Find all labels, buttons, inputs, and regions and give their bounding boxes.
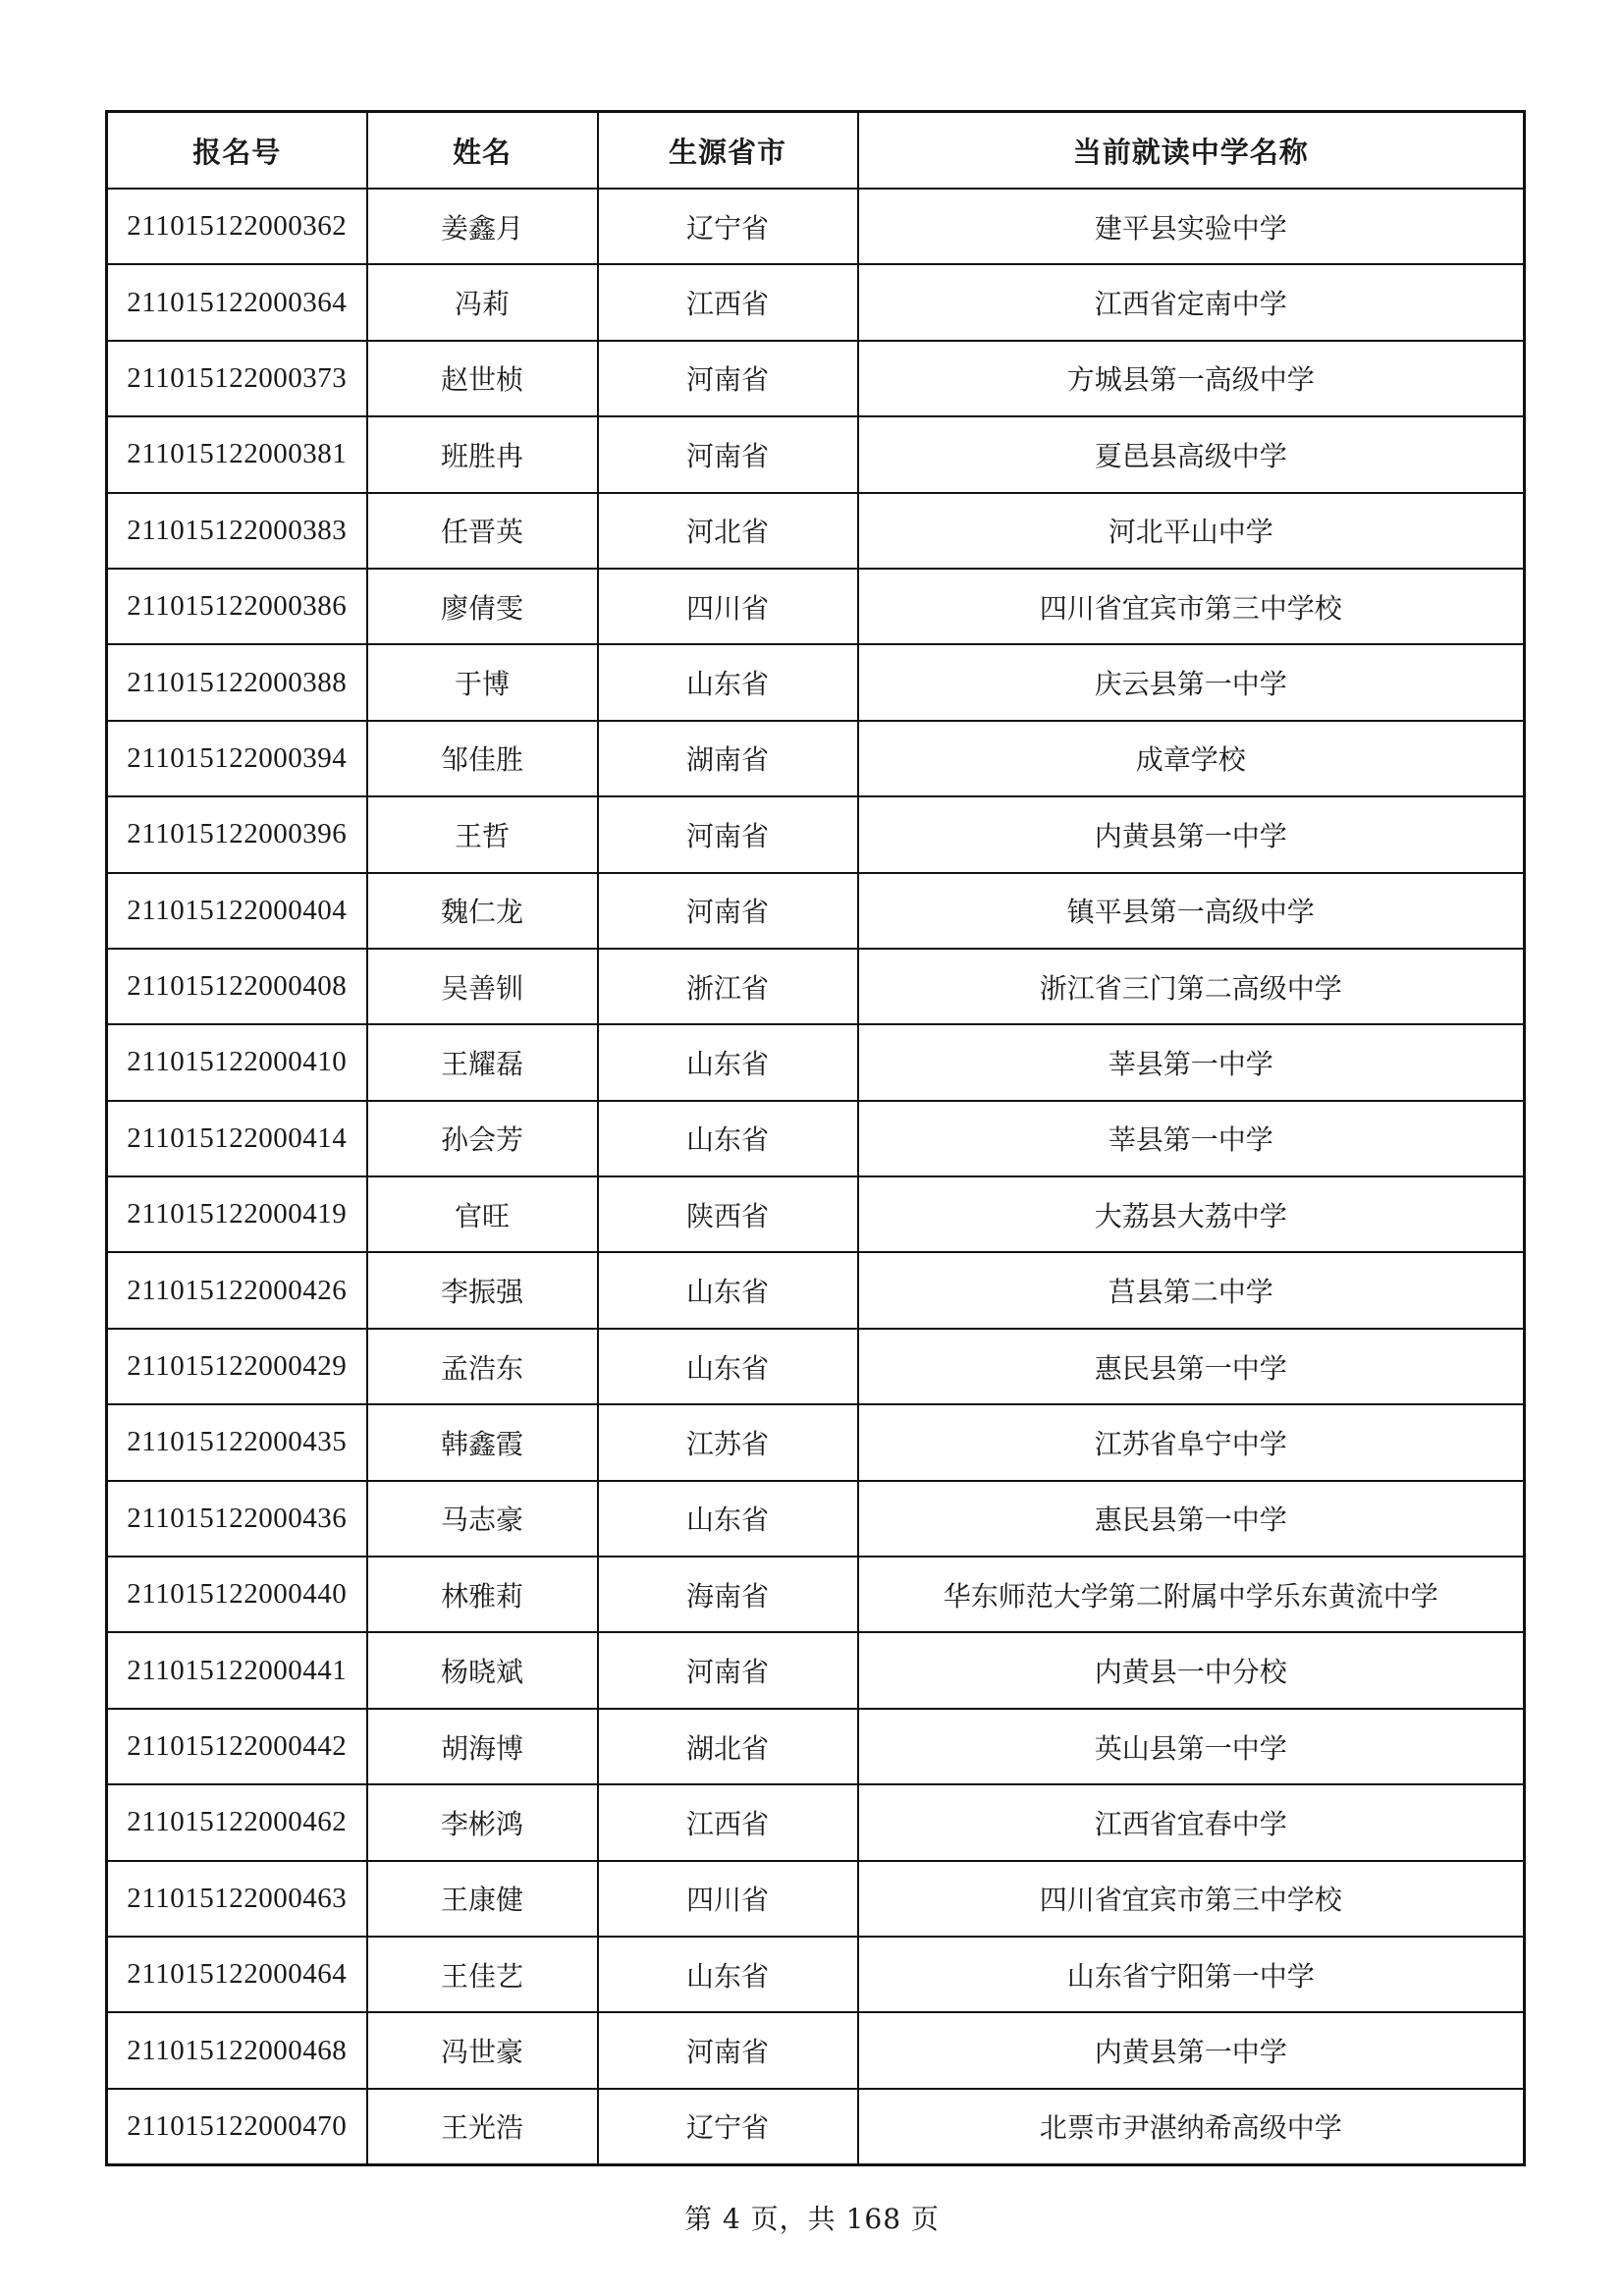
- table-row: [107, 1252, 1525, 1328]
- province-cell: 四川省: [598, 1861, 858, 1937]
- table-row: [107, 341, 1525, 416]
- province-cell: 江西省: [598, 1784, 858, 1860]
- header-name: 姓名: [367, 112, 598, 190]
- province-cell: 河南省: [598, 341, 858, 416]
- province-cell: 湖北省: [598, 1709, 858, 1784]
- province-cell: 辽宁省: [598, 189, 858, 264]
- province-cell: 辽宁省: [598, 2089, 858, 2165]
- student-name-cell: 王哲: [367, 796, 598, 872]
- school-name-cell: 内黄县一中分校: [858, 1632, 1525, 1708]
- table-row: [107, 873, 1525, 949]
- province-cell: 湖南省: [598, 721, 858, 796]
- student-name-cell: 林雅莉: [367, 1557, 598, 1632]
- province-cell: 山东省: [598, 1937, 858, 2012]
- registration-number-cell: 211015122000468: [107, 2012, 367, 2088]
- registration-number-cell: 211015122000470: [107, 2089, 367, 2165]
- school-name-cell: 成章学校: [858, 721, 1525, 796]
- registration-number-cell: 211015122000404: [107, 873, 367, 949]
- registration-number-cell: 211015122000381: [107, 416, 367, 492]
- student-name-cell: 马志豪: [367, 1481, 598, 1557]
- header-school: 当前就读中学名称: [858, 112, 1525, 190]
- student-name-cell: 任晋英: [367, 493, 598, 569]
- registration-number-cell: 211015122000436: [107, 1481, 367, 1557]
- school-name-cell: 方城县第一高级中学: [858, 341, 1525, 416]
- student-name-cell: 王耀磊: [367, 1024, 598, 1100]
- table-row: [107, 1784, 1525, 1860]
- registration-number-cell: 211015122000410: [107, 1024, 367, 1100]
- student-name-cell: 李彬鸿: [367, 1784, 598, 1860]
- table-row: [107, 796, 1525, 872]
- registration-number-cell: 211015122000362: [107, 189, 367, 264]
- registration-number-cell: 211015122000373: [107, 341, 367, 416]
- roster-sheet: [105, 110, 1523, 2166]
- province-cell: 浙江省: [598, 949, 858, 1024]
- province-cell: 山东省: [598, 1101, 858, 1176]
- page-footer: 第 4 页，共 168 页: [684, 2203, 940, 2235]
- table-row: [107, 644, 1525, 720]
- registration-number-cell: 211015122000394: [107, 721, 367, 796]
- school-name-cell: 惠民县第一中学: [858, 1329, 1525, 1404]
- table-header-row: [107, 112, 1525, 190]
- table-row: [107, 416, 1525, 492]
- province-cell: 山东省: [598, 1024, 858, 1100]
- school-name-cell: 莘县第一中学: [858, 1101, 1525, 1176]
- registration-number-cell: 211015122000440: [107, 1557, 367, 1632]
- province-cell: 江西省: [598, 264, 858, 340]
- table-row: [107, 2012, 1525, 2088]
- table-row: [107, 493, 1525, 569]
- student-name-cell: 于博: [367, 644, 598, 720]
- province-cell: 山东省: [598, 1252, 858, 1328]
- registration-number-cell: 211015122000408: [107, 949, 367, 1024]
- table-row: [107, 569, 1525, 644]
- registration-number-cell: 211015122000419: [107, 1176, 367, 1252]
- province-cell: 河南省: [598, 1632, 858, 1708]
- table-row: [107, 264, 1525, 340]
- table-row: [107, 1101, 1525, 1176]
- student-name-cell: 杨晓斌: [367, 1632, 598, 1708]
- student-name-cell: 冯莉: [367, 264, 598, 340]
- registration-number-cell: 211015122000364: [107, 264, 367, 340]
- registration-number-cell: 211015122000464: [107, 1937, 367, 2012]
- school-name-cell: 山东省宁阳第一中学: [858, 1937, 1525, 2012]
- province-cell: 四川省: [598, 569, 858, 644]
- student-name-cell: 王康健: [367, 1861, 598, 1937]
- school-name-cell: 河北平山中学: [858, 493, 1525, 569]
- table-row: [107, 949, 1525, 1024]
- header-registration-number: 报名号: [107, 112, 367, 190]
- school-name-cell: 建平县实验中学: [858, 189, 1525, 264]
- registration-number-cell: 211015122000441: [107, 1632, 367, 1708]
- registration-number-cell: 211015122000386: [107, 569, 367, 644]
- student-name-cell: 姜鑫月: [367, 189, 598, 264]
- registration-number-cell: 211015122000414: [107, 1101, 367, 1176]
- school-name-cell: 惠民县第一中学: [858, 1481, 1525, 1557]
- province-cell: 河南省: [598, 873, 858, 949]
- table-row: [107, 2089, 1525, 2165]
- table-row: [107, 1937, 1525, 2012]
- province-cell: 江苏省: [598, 1404, 858, 1480]
- student-name-cell: 孟浩东: [367, 1329, 598, 1404]
- school-name-cell: 庆云县第一中学: [858, 644, 1525, 720]
- school-name-cell: 四川省宜宾市第三中学校: [858, 1861, 1525, 1937]
- student-name-cell: 魏仁龙: [367, 873, 598, 949]
- registration-number-cell: 211015122000435: [107, 1404, 367, 1480]
- province-cell: 山东省: [598, 1329, 858, 1404]
- school-name-cell: 夏邑县高级中学: [858, 416, 1525, 492]
- province-cell: 山东省: [598, 644, 858, 720]
- registration-number-cell: 211015122000426: [107, 1252, 367, 1328]
- student-name-cell: 李振强: [367, 1252, 598, 1328]
- student-name-cell: 赵世桢: [367, 341, 598, 416]
- school-name-cell: 镇平县第一高级中学: [858, 873, 1525, 949]
- student-name-cell: 孙会芳: [367, 1101, 598, 1176]
- student-name-cell: 王佳艺: [367, 1937, 598, 2012]
- table-row: [107, 1404, 1525, 1480]
- table-body: [107, 189, 1525, 2165]
- student-name-cell: 邹佳胜: [367, 721, 598, 796]
- province-cell: 海南省: [598, 1557, 858, 1632]
- admission-roster-table: [105, 110, 1526, 2166]
- school-name-cell: 内黄县第一中学: [858, 796, 1525, 872]
- school-name-cell: 大荔县大荔中学: [858, 1176, 1525, 1252]
- registration-number-cell: 211015122000388: [107, 644, 367, 720]
- registration-number-cell: 211015122000396: [107, 796, 367, 872]
- registration-number-cell: 211015122000442: [107, 1709, 367, 1784]
- student-name-cell: 韩鑫霞: [367, 1404, 598, 1480]
- student-name-cell: 王光浩: [367, 2089, 598, 2165]
- school-name-cell: 莒县第二中学: [858, 1252, 1525, 1328]
- header-province: 生源省市: [598, 112, 858, 190]
- student-name-cell: 胡海博: [367, 1709, 598, 1784]
- school-name-cell: 莘县第一中学: [858, 1024, 1525, 1100]
- registration-number-cell: 211015122000429: [107, 1329, 367, 1404]
- table-row: [107, 721, 1525, 796]
- province-cell: 山东省: [598, 1481, 858, 1557]
- student-name-cell: 班胜冉: [367, 416, 598, 492]
- table-row: [107, 1481, 1525, 1557]
- province-cell: 河南省: [598, 796, 858, 872]
- registration-number-cell: 211015122000383: [107, 493, 367, 569]
- student-name-cell: 廖倩雯: [367, 569, 598, 644]
- table-row: [107, 189, 1525, 264]
- table-row: [107, 1709, 1525, 1784]
- school-name-cell: 北票市尹湛纳希高级中学: [858, 2089, 1525, 2165]
- school-name-cell: 江西省宜春中学: [858, 1784, 1525, 1860]
- school-name-cell: 内黄县第一中学: [858, 2012, 1525, 2088]
- registration-number-cell: 211015122000462: [107, 1784, 367, 1860]
- school-name-cell: 江苏省阜宁中学: [858, 1404, 1525, 1480]
- table-row: [107, 1176, 1525, 1252]
- registration-number-cell: 211015122000463: [107, 1861, 367, 1937]
- school-name-cell: 华东师范大学第二附属中学乐东黄流中学: [858, 1557, 1525, 1632]
- school-name-cell: 浙江省三门第二高级中学: [858, 949, 1525, 1024]
- student-name-cell: 官旺: [367, 1176, 598, 1252]
- student-name-cell: 冯世豪: [367, 2012, 598, 2088]
- table-row: [107, 1632, 1525, 1708]
- table-row: [107, 1329, 1525, 1404]
- province-cell: 河北省: [598, 493, 858, 569]
- province-cell: 河南省: [598, 416, 858, 492]
- school-name-cell: 四川省宜宾市第三中学校: [858, 569, 1525, 644]
- province-cell: 河南省: [598, 2012, 858, 2088]
- table-row: [107, 1024, 1525, 1100]
- school-name-cell: 英山县第一中学: [858, 1709, 1525, 1784]
- table-row: [107, 1861, 1525, 1937]
- school-name-cell: 江西省定南中学: [858, 264, 1525, 340]
- province-cell: 陕西省: [598, 1176, 858, 1252]
- table-row: [107, 1557, 1525, 1632]
- student-name-cell: 吴善钏: [367, 949, 598, 1024]
